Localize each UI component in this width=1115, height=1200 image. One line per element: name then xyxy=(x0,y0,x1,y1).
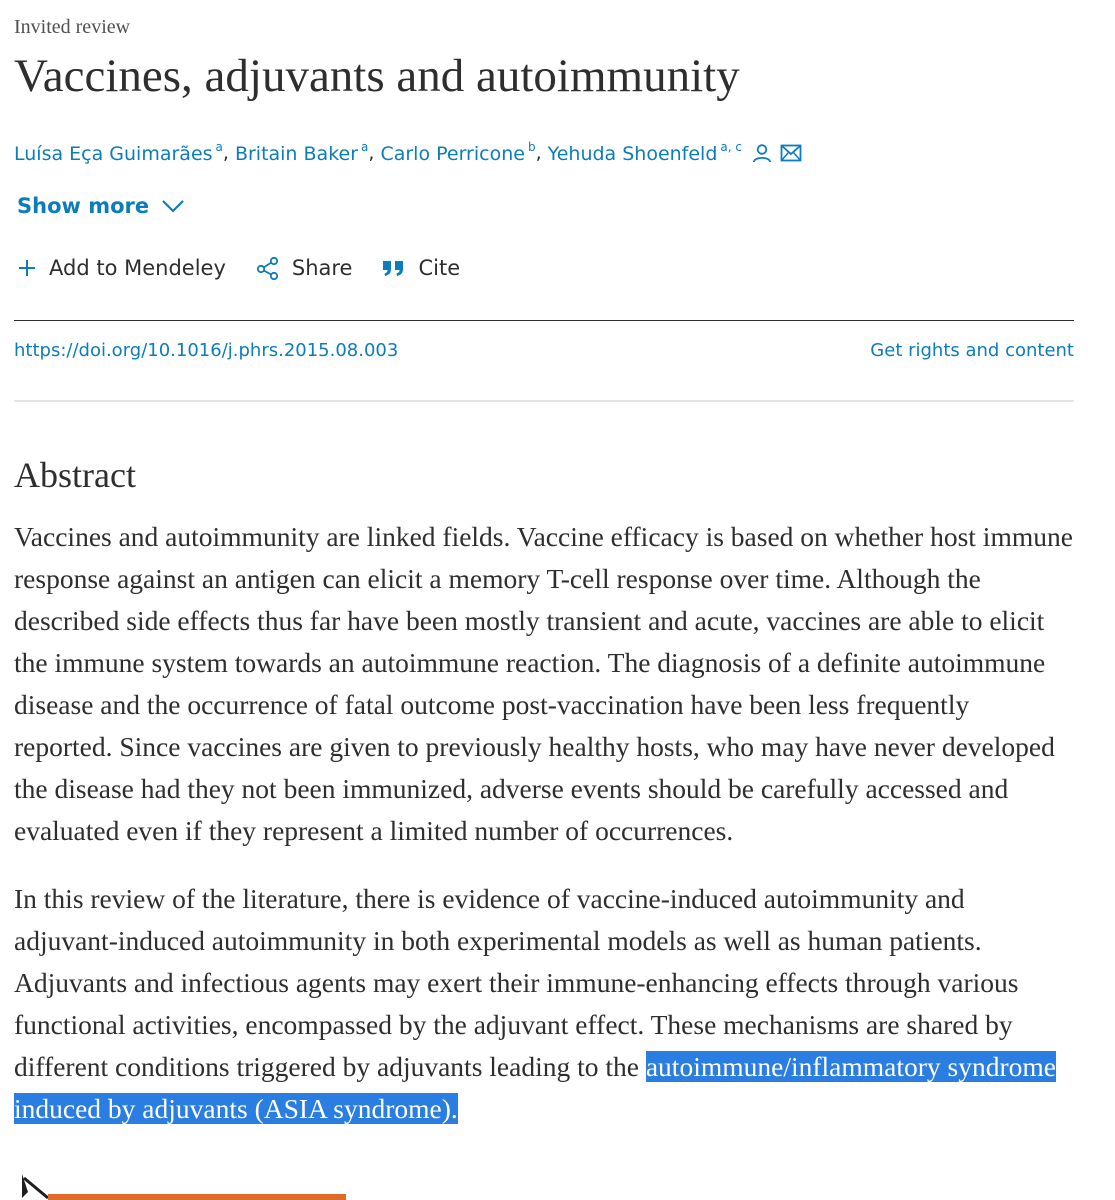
author-separator: , xyxy=(222,141,229,164)
share-button[interactable] xyxy=(256,256,353,280)
divider xyxy=(14,320,1074,321)
selected-text: autoimmune/inflammatory syndrome induced by adjuvants (ASIA syndrome). xyxy=(14,1051,1056,1124)
cite-button[interactable] xyxy=(382,256,460,280)
author-separator: , xyxy=(368,141,375,164)
divider xyxy=(14,400,1074,402)
author-separator: , xyxy=(535,141,542,164)
article-toolbar xyxy=(17,256,490,280)
share-label: Share xyxy=(291,256,353,280)
share-icon xyxy=(256,256,280,280)
author-list xyxy=(14,140,802,165)
article-title: Vaccines, adjuvants and autoimmunity xyxy=(14,50,740,102)
show-more-label: Show more xyxy=(17,194,150,218)
person-icon[interactable] xyxy=(752,143,772,163)
author-link[interactable] xyxy=(235,140,368,165)
author-link[interactable] xyxy=(380,140,535,165)
author-link[interactable] xyxy=(548,140,742,165)
author-name: Luísa Eça Guimarães xyxy=(14,143,213,165)
chevron-down-icon xyxy=(161,199,185,213)
quote-icon xyxy=(382,259,406,277)
article-type-label: Invited review xyxy=(14,16,131,38)
get-rights-link[interactable]: Get rights and content xyxy=(870,340,1074,361)
add-to-mendeley-label: Add to Mendeley xyxy=(49,256,226,280)
doi-row xyxy=(14,340,1074,361)
author-affiliation: a xyxy=(215,140,223,154)
author-affiliation: a xyxy=(361,140,369,154)
author-link[interactable] xyxy=(14,140,223,165)
author-name: Carlo Perricone xyxy=(380,143,525,165)
doi-link[interactable]: https://doi.org/10.1016/j.phrs.2015.08.003 xyxy=(14,340,399,361)
abstract-text: In this review of the literature, there is evidence of vaccine-induced autoimmunity and adjuvant-induced autoimmunity in both experimental models as well as human patients. Adjuvants and infectious agents may exert their immune-enhancing effects through various functional activities, encompassed by the adjuvant effect. These mechanisms are shared by different conditions triggered by adjuvants leading to the xyxy=(14,883,1019,1082)
author-affiliation: a, c xyxy=(720,140,742,154)
cite-label: Cite xyxy=(418,256,461,280)
mouse-cursor-icon xyxy=(20,1172,350,1200)
envelope-icon[interactable] xyxy=(780,144,802,162)
abstract-heading: Abstract xyxy=(14,455,136,495)
abstract-body xyxy=(14,516,1074,1156)
plus-icon xyxy=(17,258,37,278)
author-affiliation: b xyxy=(527,140,536,154)
abstract-paragraph xyxy=(14,878,1074,1130)
show-more-button[interactable] xyxy=(17,194,185,218)
author-name: Britain Baker xyxy=(234,143,359,165)
author-contact-icons xyxy=(752,143,802,163)
add-to-mendeley-button[interactable] xyxy=(17,256,226,280)
abstract-paragraph: Vaccines and autoimmunity are linked fields. Vaccine efficacy is based on whether host immune response against an antigen can elicit a memory T-cell response over time. Although the described side effects thus far have been mostly transient and acute, vaccines are able to elicit the immune system towards an autoimmune reaction. The diagnosis of a definite autoimmune disease and the occurrence of fatal outcome post-vaccination have been less frequently reported. Since vaccines are given to previously healthy hosts, who may have never developed the disease had they not been immunized, adverse events should be carefully accessed and evaluated even if they represent a limited number of occurrences. xyxy=(14,521,1073,846)
author-name: Yehuda Shoenfeld xyxy=(547,143,718,165)
